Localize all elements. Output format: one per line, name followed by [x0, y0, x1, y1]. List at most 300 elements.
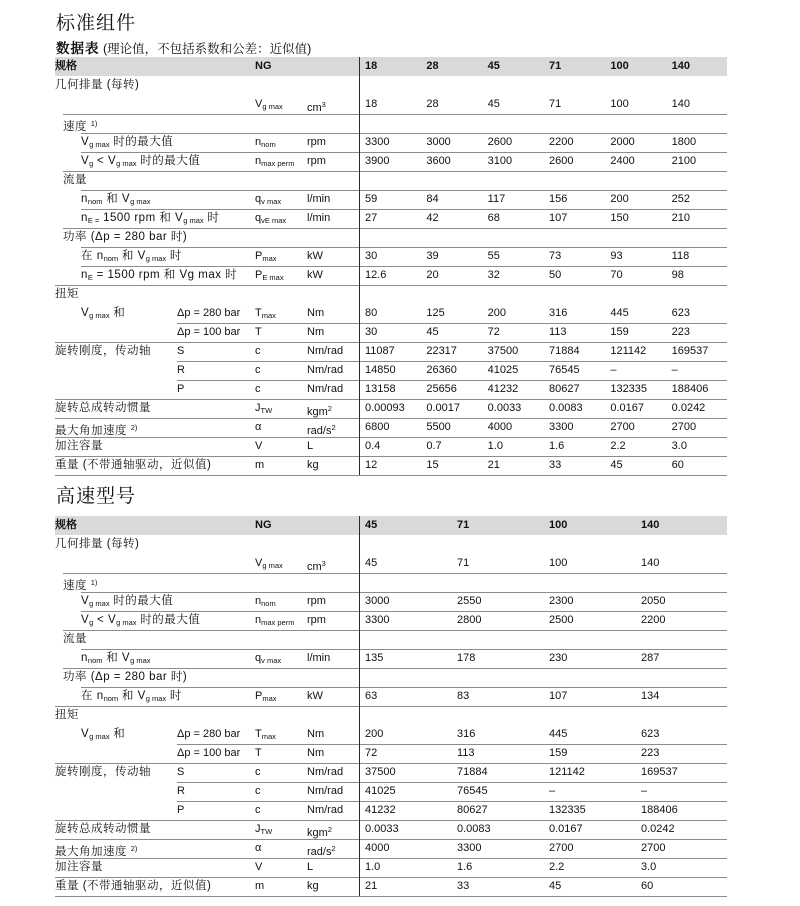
- cell-value: 1800: [671, 136, 697, 148]
- row-unit: Nm/rad: [307, 804, 344, 816]
- row-unit: l/min: [307, 652, 331, 664]
- col-header-ng: NG: [255, 60, 272, 72]
- table-row: [55, 399, 727, 418]
- section-row: [55, 76, 727, 95]
- row-unit: kgm$^2$: [307, 404, 332, 418]
- cell-value: 45: [487, 98, 500, 110]
- cell-value: 2500: [549, 614, 574, 626]
- cell-value: 0.0033: [365, 823, 399, 835]
- row-parameter: Δp = 280 bar: [177, 307, 241, 319]
- row-unit: L: [307, 861, 314, 873]
- row-label: 最大角加速度 $^{2)}$: [55, 844, 138, 858]
- table-row: [55, 801, 727, 820]
- cell-value: 71: [549, 98, 562, 110]
- table-row: [55, 266, 727, 285]
- cell-value: –: [549, 785, 556, 797]
- row-unit: Nm: [307, 307, 325, 319]
- table-header-row: [55, 516, 727, 535]
- row-separator: [63, 573, 727, 574]
- row-unit: kgm$^2$: [307, 825, 332, 839]
- row-unit: l/min: [307, 212, 331, 224]
- cell-value: 159: [549, 747, 568, 759]
- cell-value: 0.0242: [671, 402, 706, 414]
- cell-value: 60: [671, 459, 684, 471]
- row-separator: [81, 649, 727, 650]
- table-bottom-rule: [55, 475, 727, 476]
- row-label: 旋转总成转动惯量: [55, 823, 151, 835]
- cell-value: 2000: [610, 136, 635, 148]
- table-row: [55, 649, 727, 668]
- cell-value: 2700: [549, 842, 574, 854]
- col-header-size: 45: [365, 519, 378, 531]
- cell-value: 3100: [487, 155, 513, 167]
- row-label: $n_{nom}$ 和 $V_{g max}$: [81, 652, 151, 665]
- cell-value: 2050: [641, 595, 666, 607]
- section-row: [55, 228, 727, 247]
- section-row: [55, 171, 727, 190]
- row-symbol: c: [255, 345, 261, 357]
- row-symbol: $V_{g max}$: [255, 98, 283, 111]
- table-header-row: [55, 57, 727, 76]
- cell-value: 2400: [610, 155, 635, 167]
- column-divider: [359, 516, 360, 896]
- cell-value: 42: [426, 212, 439, 224]
- cell-value: 0.0083: [549, 402, 583, 414]
- section-label: 功率 (Δp = 280 bar 时): [63, 671, 188, 683]
- table-row: [55, 133, 727, 152]
- row-label: $V_g < V_{g max}$ 时的最大值: [81, 614, 201, 627]
- row-label: $V_g < V_{g max}$ 时的最大值: [81, 155, 201, 168]
- table-row: [55, 858, 727, 877]
- section-label: 速度 $^{1)}$: [63, 119, 98, 133]
- row-parameter: S: [177, 345, 185, 357]
- col-header-spec: 规格: [55, 519, 77, 531]
- row-symbol: $V_{g max}$: [255, 557, 283, 570]
- row-symbol: V: [255, 861, 263, 873]
- cell-value: 70: [610, 269, 623, 281]
- cell-value: 4000: [487, 421, 513, 433]
- cell-value: 20: [426, 269, 439, 281]
- cell-value: 2.2: [549, 861, 565, 873]
- cell-value: 6800: [365, 421, 390, 433]
- row-unit: Nm: [307, 747, 325, 759]
- cell-value: 3.0: [641, 861, 657, 873]
- table-row: [55, 611, 727, 630]
- row-parameter: P: [177, 383, 185, 395]
- cell-value: 121142: [610, 345, 647, 357]
- highspeed-title: 高速型号: [56, 486, 137, 507]
- row-symbol: $P_{max}$: [255, 690, 277, 703]
- section-label: 速度 $^{1)}$: [63, 578, 98, 592]
- row-unit: rpm: [307, 595, 326, 607]
- section-label: 流量: [63, 633, 87, 645]
- row-separator: [55, 839, 727, 840]
- row-label: 旋转总成转动惯量: [55, 402, 151, 414]
- row-symbol: c: [255, 804, 261, 816]
- cell-value: 83: [457, 690, 470, 702]
- row-label: $V_{g max}$ 和: [81, 307, 126, 320]
- cell-value: 3300: [549, 421, 574, 433]
- cell-value: 0.0083: [457, 823, 491, 835]
- row-label: 在 $n_{nom}$ 和 $V_{g max}$ 时: [81, 690, 182, 703]
- cell-value: 27: [365, 212, 378, 224]
- cell-value: 316: [457, 728, 476, 740]
- row-label: $n_{E =}$ 1500 rpm 和 $V_{g max}$ 时: [81, 212, 220, 225]
- cell-value: 107: [549, 212, 568, 224]
- cell-value: 15: [426, 459, 439, 471]
- row-symbol: m: [255, 459, 265, 471]
- table-row: [55, 209, 727, 228]
- cell-value: 84: [426, 193, 439, 205]
- cell-value: 159: [610, 326, 629, 338]
- cell-value: 1.0: [365, 861, 381, 873]
- cell-value: 134: [641, 690, 660, 702]
- cell-value: 5500: [426, 421, 451, 433]
- cell-value: 113: [549, 326, 567, 338]
- row-label: 最大角加速度 $^{2)}$: [55, 423, 138, 437]
- section-row: [55, 706, 727, 725]
- row-unit: kW: [307, 250, 323, 262]
- row-separator: [81, 190, 727, 191]
- col-header-size: 45: [487, 60, 500, 72]
- row-label: 重量 (不带通轴驱动，近似值): [55, 459, 212, 471]
- row-separator: [55, 858, 727, 859]
- cell-value: 100: [610, 98, 629, 110]
- highspeed-models-table: [55, 516, 727, 896]
- cell-value: 2700: [641, 842, 666, 854]
- table-row: [55, 744, 727, 763]
- cell-value: 30: [365, 326, 378, 338]
- cell-value: 188406: [671, 383, 709, 395]
- table-row: [55, 342, 727, 361]
- cell-value: 76545: [457, 785, 488, 797]
- cell-value: 117: [487, 193, 506, 205]
- row-symbol: $q_{v max}$: [255, 193, 282, 206]
- cell-value: 41025: [487, 364, 519, 376]
- cell-value: 132335: [610, 383, 648, 395]
- cell-value: 33: [457, 880, 470, 892]
- cell-value: 169537: [671, 345, 709, 357]
- col-header-ng: NG: [255, 519, 272, 531]
- cell-value: 72: [365, 747, 378, 759]
- row-unit: Nm/rad: [307, 383, 344, 395]
- cell-value: 30: [365, 250, 378, 262]
- cell-value: 13158: [365, 383, 396, 395]
- cell-value: 0.00093: [365, 402, 405, 414]
- cell-value: 252: [671, 193, 691, 205]
- row-symbol: α: [255, 421, 262, 433]
- row-separator: [81, 592, 727, 593]
- cell-value: 45: [549, 880, 562, 892]
- cell-value: 3900: [365, 155, 390, 167]
- row-unit: Nm/rad: [307, 766, 344, 778]
- row-label: 加注容量: [55, 861, 103, 873]
- cell-value: 2200: [641, 614, 666, 626]
- row-symbol: $T_{max}$: [255, 307, 276, 320]
- cell-value: 169537: [641, 766, 678, 778]
- section-label: 几何排量 (每转): [55, 79, 140, 91]
- row-separator: [63, 630, 727, 631]
- row-parameter: R: [177, 785, 185, 797]
- row-separator: [63, 171, 727, 172]
- cell-value: 107: [549, 690, 568, 702]
- col-header-size: 140: [671, 60, 691, 72]
- cell-value: 2300: [549, 595, 574, 607]
- row-unit: kg: [307, 880, 319, 892]
- row-unit: rad/$s^2$: [307, 423, 336, 437]
- col-header-size: 18: [365, 60, 378, 72]
- row-label: $V_{g max}$ 时的最大值: [81, 136, 174, 149]
- cell-value: 33: [549, 459, 562, 471]
- cell-value: 12: [365, 459, 378, 471]
- table-row: [55, 152, 727, 171]
- cell-value: 28: [426, 98, 439, 110]
- row-symbol: $J_{TW}$: [255, 823, 273, 836]
- row-label: 旋转刚度，传动轴: [55, 766, 151, 778]
- cell-value: –: [641, 785, 648, 797]
- cell-value: 41232: [487, 383, 519, 395]
- cell-value: 98: [671, 269, 684, 281]
- row-separator: [55, 437, 727, 438]
- row-unit: kg: [307, 459, 319, 471]
- table-row: [55, 380, 727, 399]
- section-row: [55, 668, 727, 687]
- cell-value: 80627: [549, 383, 580, 395]
- table-row: [55, 877, 727, 896]
- row-label: 加注容量: [55, 440, 103, 452]
- cell-value: 3600: [426, 155, 451, 167]
- cell-value: 210: [671, 212, 691, 224]
- section-row: [55, 573, 727, 592]
- cell-value: 100: [549, 557, 568, 569]
- row-label: 重量 (不带通轴驱动，近似值): [55, 880, 212, 892]
- table-row: [55, 418, 727, 437]
- row-symbol: $J_{TW}$: [255, 402, 273, 415]
- section-row: [55, 285, 727, 304]
- cell-value: 3300: [365, 614, 390, 626]
- cell-value: 3.0: [671, 440, 687, 452]
- row-unit: $cm^3$: [307, 559, 326, 573]
- table-row: [55, 456, 727, 475]
- cell-value: 113: [457, 747, 475, 759]
- datasheet-label: 数据表: [56, 41, 100, 56]
- cell-value: 2700: [671, 421, 697, 433]
- col-header-size: 71: [549, 60, 562, 72]
- row-parameter: Δp = 280 bar: [177, 728, 241, 740]
- cell-value: 14850: [365, 364, 396, 376]
- section-label: 几何排量 (每转): [55, 538, 140, 550]
- table-row: [55, 554, 727, 573]
- cell-value: 287: [641, 652, 660, 664]
- row-symbol: c: [255, 766, 261, 778]
- cell-value: 2200: [549, 136, 574, 148]
- row-unit: $cm^3$: [307, 100, 326, 114]
- cell-value: 445: [549, 728, 568, 740]
- cell-value: 22317: [426, 345, 457, 357]
- cell-value: 68: [487, 212, 500, 224]
- row-symbol: $n_{nom}$: [255, 595, 276, 608]
- section-row: [55, 114, 727, 133]
- cell-value: 50: [549, 269, 562, 281]
- cell-value: 121142: [549, 766, 585, 778]
- row-symbol: $P_{max}$: [255, 250, 277, 263]
- cell-value: 45: [426, 326, 439, 338]
- page-title: 标准组件: [56, 13, 137, 34]
- row-parameter: R: [177, 364, 185, 376]
- section-row: [55, 630, 727, 649]
- cell-value: 45: [610, 459, 623, 471]
- row-unit: Nm: [307, 326, 325, 338]
- section-label: 流量: [63, 174, 87, 186]
- cell-value: 0.0017: [426, 402, 460, 414]
- cell-value: –: [671, 364, 678, 376]
- cell-value: 223: [641, 747, 660, 759]
- cell-value: 32: [487, 269, 500, 281]
- table-bottom-rule: [55, 896, 727, 897]
- cell-value: 73: [549, 250, 562, 262]
- cell-value: 37500: [365, 766, 396, 778]
- cell-value: 39: [426, 250, 439, 262]
- cell-value: 623: [671, 307, 691, 319]
- table-row: [55, 782, 727, 801]
- cell-value: 80: [365, 307, 378, 319]
- row-symbol: $T_{max}$: [255, 728, 276, 741]
- datasheet-note: (理论值，不包括系数和公差：近似值): [102, 42, 312, 56]
- col-header-size: 71: [457, 519, 470, 531]
- section-label: 功率 (Δp = 280 bar 时): [63, 231, 188, 243]
- cell-value: 0.0033: [487, 402, 522, 414]
- row-unit: kW: [307, 690, 323, 702]
- cell-value: 63: [365, 690, 378, 702]
- cell-value: 1.6: [457, 861, 473, 873]
- row-symbol: T: [255, 747, 262, 759]
- row-symbol: α: [255, 842, 262, 854]
- cell-value: 1.0: [487, 440, 503, 452]
- row-symbol: $q_{v max}$: [255, 652, 282, 665]
- row-label: 在 $n_{nom}$ 和 $V_{g max}$ 时: [81, 250, 182, 263]
- table-row: [55, 725, 727, 744]
- cell-value: 45: [365, 557, 378, 569]
- cell-value: 25656: [426, 383, 457, 395]
- col-header-size: 28: [426, 60, 439, 72]
- cell-value: 2700: [610, 421, 635, 433]
- row-symbol: c: [255, 785, 261, 797]
- cell-value: 26360: [426, 364, 457, 376]
- cell-value: 2600: [549, 155, 574, 167]
- table-row: [55, 437, 727, 456]
- row-unit: rpm: [307, 155, 326, 167]
- col-header-size: 100: [549, 519, 568, 531]
- standard-components-table: [55, 57, 727, 475]
- cell-value: 76545: [549, 364, 580, 376]
- cell-value: 0.7: [426, 440, 442, 452]
- cell-value: 0.0167: [610, 402, 644, 414]
- cell-value: –: [610, 364, 617, 376]
- cell-value: 118: [671, 250, 690, 262]
- row-symbol: V: [255, 440, 263, 452]
- cell-value: 37500: [487, 345, 519, 357]
- row-symbol: $n_{max perm}$: [255, 614, 295, 627]
- row-parameter: P: [177, 804, 185, 816]
- row-symbol: m: [255, 880, 265, 892]
- row-symbol: $P_{E max}$: [255, 269, 284, 282]
- cell-value: 2.2: [610, 440, 626, 452]
- table-row: [55, 763, 727, 782]
- row-unit: Nm/rad: [307, 785, 344, 797]
- row-unit: l/min: [307, 193, 331, 205]
- cell-value: 71: [457, 557, 470, 569]
- cell-value: 11087: [365, 345, 395, 357]
- row-separator: [63, 114, 727, 115]
- cell-value: 93: [610, 250, 623, 262]
- cell-value: 72: [487, 326, 500, 338]
- cell-value: 59: [365, 193, 378, 205]
- table-row: [55, 190, 727, 209]
- cell-value: 132335: [549, 804, 586, 816]
- cell-value: 1.6: [549, 440, 565, 452]
- cell-value: 41232: [365, 804, 396, 816]
- row-symbol: T: [255, 326, 262, 338]
- cell-value: 316: [549, 307, 568, 319]
- table-row: [55, 592, 727, 611]
- cell-value: 200: [365, 728, 384, 740]
- table-row: [55, 323, 727, 342]
- cell-value: 18: [365, 98, 378, 110]
- cell-value: 0.4: [365, 440, 381, 452]
- cell-value: 623: [641, 728, 660, 740]
- cell-value: 3300: [457, 842, 482, 854]
- row-symbol: c: [255, 383, 261, 395]
- row-label: $V_{g max}$ 和: [81, 728, 126, 741]
- cell-value: 12.6: [365, 269, 387, 281]
- row-unit: kW: [307, 269, 323, 281]
- cell-value: 2550: [457, 595, 482, 607]
- cell-value: 41025: [365, 785, 396, 797]
- cell-value: 156: [549, 193, 568, 205]
- row-unit: Nm: [307, 728, 325, 740]
- cell-value: 200: [610, 193, 629, 205]
- cell-value: 2800: [457, 614, 482, 626]
- row-parameter: Δp = 100 bar: [177, 326, 241, 338]
- cell-value: 223: [671, 326, 691, 338]
- cell-value: 140: [641, 557, 660, 569]
- cell-value: 200: [487, 307, 507, 319]
- cell-value: 230: [549, 652, 568, 664]
- table-row: [55, 247, 727, 266]
- row-symbol: $q_{vE max}$: [255, 212, 287, 225]
- datasheet-subtitle: [56, 37, 311, 57]
- cell-value: 150: [610, 212, 629, 224]
- row-parameter: S: [177, 766, 185, 778]
- column-divider: [359, 57, 360, 475]
- cell-value: 3000: [365, 595, 390, 607]
- cell-value: 135: [365, 652, 384, 664]
- cell-value: 0.0242: [641, 823, 675, 835]
- table-row: [55, 687, 727, 706]
- row-label: $V_{g max}$ 时的最大值: [81, 595, 174, 608]
- row-separator: [55, 285, 727, 286]
- row-symbol: $n_{max perm}$: [255, 155, 295, 168]
- cell-value: 55: [487, 250, 500, 262]
- row-separator: [55, 706, 727, 707]
- cell-value: 140: [671, 98, 691, 110]
- row-unit: Nm/rad: [307, 364, 344, 376]
- col-header-size: 140: [641, 519, 660, 531]
- col-header-size: 100: [610, 60, 629, 72]
- cell-value: 2600: [487, 136, 513, 148]
- table-row: [55, 839, 727, 858]
- row-unit: rpm: [307, 136, 326, 148]
